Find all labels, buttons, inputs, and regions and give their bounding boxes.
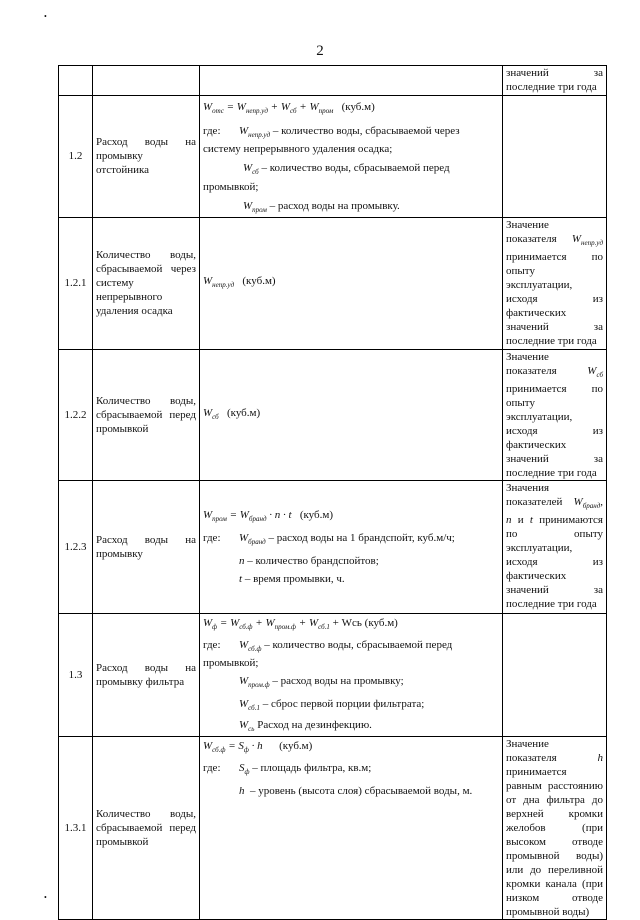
row-number: 1.2.2 — [59, 349, 93, 480]
row-note: Значение показателя $W_{сб}$ принимается по опыту эксплуатации, исходя из фактических значений за последние три года — [503, 349, 607, 480]
row-number: 1.3 — [59, 613, 93, 736]
row-note: Значение показателя $W_{непр.уд}$ принимается по опыту эксплуатации, исходя из фактических значений за последние три года — [503, 217, 607, 349]
table-row — [59, 613, 607, 736]
formula-main: $W_{отс} = W_{непр.уд} + W_{сб} + W_{пром}$ (куб.м) — [203, 101, 375, 116]
row-note: Значение показателя h принимается равным расстоянию от дна фильтра до верхней кромки желобов (при высоком отводе промывной воды) или до переливной кромки канала (при низком отводе промывной воды) — [503, 736, 607, 919]
row-name: Расход воды на промывку фильтра — [93, 613, 200, 736]
row-number — [59, 66, 93, 96]
row-name: Расход воды на промывку — [93, 480, 200, 613]
row-number: 1.3.1 — [59, 736, 93, 919]
row-name: Количество воды, сбрасываемой перед промывкой — [93, 349, 200, 480]
row-note: значений за последние три года — [503, 66, 607, 96]
row-formula: $W_{пром} = W_{бранд} \cdot n \cdot t$ (куб.м) где: $W_{бранд}$ – расход воды на 1 брандспойт, куб.м/ч; n – количество брандспойтов; t – время промывки, ч. — [200, 480, 503, 613]
table-row — [59, 480, 607, 613]
row-note: Значения показателей $W_{бранд}$, n и t принимаются по опыту эксплуатации, исходя из фактических значений за последние три года — [503, 480, 607, 613]
row-note — [503, 613, 607, 736]
row-formula: $W_{отс} = W_{непр.уд} + W_{сб} + W_{пром}$ (куб.м) где: $W_{непр.уд}$ – количество воды, сбрасываемой через систему непрерывного удаления осадка; $W_{сб}$ – количество воды, сбрасываемой перед промывкой; $W_{пром}$ – расход воды на промывку. — [200, 96, 503, 218]
row-name — [93, 66, 200, 96]
row-formula: $W_{непр.уд}$ (куб.м) — [200, 217, 503, 349]
table-row — [59, 217, 607, 349]
row-name: Расход воды на промывку отстойника — [93, 96, 200, 218]
scan-mark: • — [44, 12, 47, 21]
row-note — [503, 96, 607, 218]
row-formula: $W_ф = W_{сб.ф} + W_{пром.ф} + W_{сб.1}$ + Wсь (куб.м) где: $W_{сб.ф}$ – количество воды, сбрасываемой перед промывкой; $W_{пром.ф}$ – расход воды на промывку; $W_{сб.1}$ – сброс первой порции фильтрата; $W_{сь}$ Расход на дезинфекцию. — [200, 613, 503, 736]
norms-table — [58, 65, 607, 920]
table-row — [59, 96, 607, 218]
page-number: 2 — [316, 43, 324, 59]
row-number: 1.2.3 — [59, 480, 93, 613]
row-name: Количество воды, сбрасываемой через систему непрерывного удаления осадка — [93, 217, 200, 349]
table-row — [59, 66, 607, 96]
row-formula — [200, 66, 503, 96]
row-number: 1.2.1 — [59, 217, 93, 349]
row-number: 1.2 — [59, 96, 93, 218]
row-formula: $W_{сб}$ (куб.м) — [200, 349, 503, 480]
table-row — [59, 349, 607, 480]
scan-mark: • — [44, 893, 47, 902]
formula-where: где: $W_{непр.уд}$ – количество воды, сбрасываемой через — [203, 125, 460, 140]
table-row — [59, 736, 607, 919]
row-name: Количество воды, сбрасываемой перед промывкой — [93, 736, 200, 919]
row-formula: $W_{сб.ф} = S_ф \cdot h$ (куб.м) где: $S_ф$ – площадь фильтра, кв.м; h – уровень (высота слоя) сбрасываемой воды, м. — [200, 736, 503, 919]
